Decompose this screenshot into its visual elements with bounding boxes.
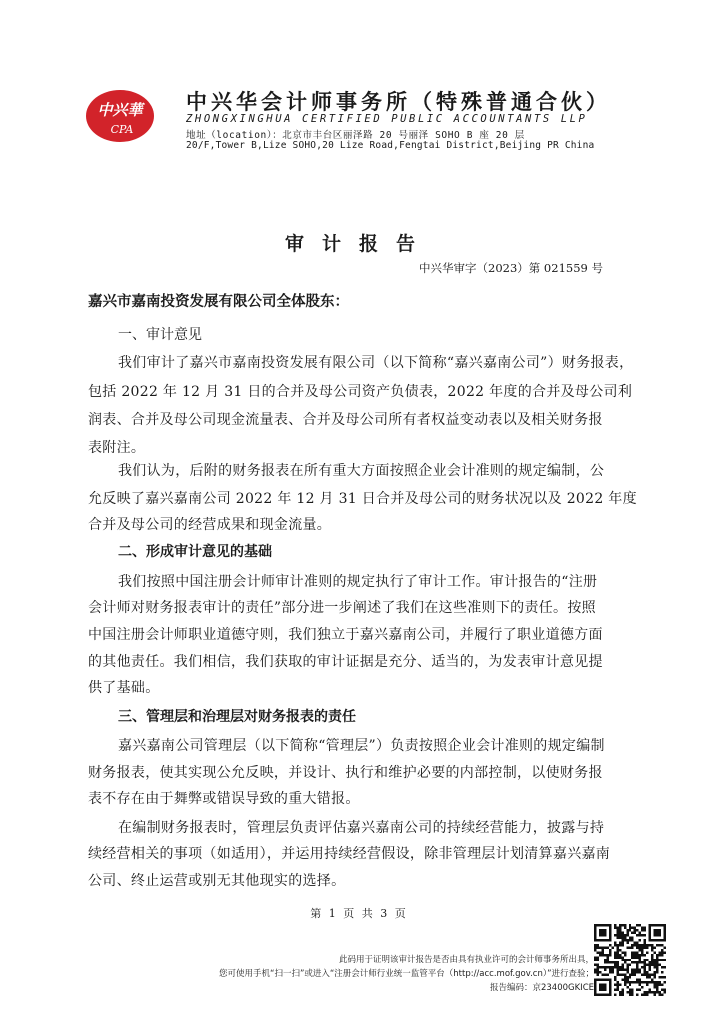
paragraph-line: 表附注。 (88, 440, 146, 456)
paragraph-line: 我们审计了嘉兴市嘉南投资发展有限公司（以下简称“嘉兴嘉南公司”）财务报表， (118, 355, 634, 371)
verification-qr-code[interactable] (594, 924, 666, 996)
paragraph-line: 表不存在由于舞弊或错误导致的重大错报。 (88, 791, 360, 807)
page-number: 第 1 页 共 3 页 (310, 907, 408, 920)
report-reference-number: 中兴华审字（2023）第 021559 号 (419, 261, 603, 275)
address-cn: 地址（location）：北京市丰台区丽泽路 20 号丽泽 SOHO B 座 20 层 (186, 130, 525, 141)
address-en: 20/F,Tower B,Lize SOHO,20 Lize Road,Fengtai District,Beijing PR China (186, 140, 595, 151)
paragraph-line: 供了基础。 (88, 680, 160, 696)
paragraph-line: 的其他责任。我们相信，我们获取的审计证据是充分、适当的，为发表审计意见提 (88, 654, 603, 670)
salutation: 嘉兴市嘉南投资发展有限公司全体股东： (88, 293, 349, 310)
paragraph-line: 公司、终止运营或别无其他现实的选择。 (88, 873, 346, 889)
paragraph-line: 我们按照中国注册会计师审计准则的规定执行了审计工作。审计报告的“注册 (118, 574, 598, 590)
paragraph-line: 嘉兴嘉南公司管理层（以下简称“管理层”）负责按照企业会计准则的规定编制 (118, 738, 605, 754)
section-2-heading: 二、形成审计意见的基础 (118, 544, 272, 560)
verification-note: 此码用于证明该审计报告是否由具有执业许可的会计师事务所出具， (338, 955, 594, 965)
firm-name-cn: 中兴华会计师事务所（特殊普通合伙） (186, 90, 611, 114)
section-3-heading: 三、管理层和治理层对财务报表的责任 (118, 709, 356, 725)
logo-text-en: CPA (110, 123, 134, 136)
report-code: 报告编码：京23400GKICE (489, 983, 594, 993)
paragraph-line: 包括 2022 年 12 月 31 日的合并及母公司资产负债表，2022 年度的合并及母公司利 (88, 384, 633, 400)
paragraph-line: 续经营相关的事项（如适用），并运用持续经营假设，除非管理层计划清算嘉兴嘉南 (88, 846, 611, 862)
verification-note: 您可使用手机“扫一扫”或进入“注册会计师行业统一监管平台（http://acc.mof.gov.cn）”进行查验； (219, 969, 594, 979)
firm-name-en: ZHONGXINGHUA CERTIFIED PUBLIC ACCOUNTANTS LLP (186, 113, 588, 125)
paragraph-line: 润表、合并及母公司现金流量表、合并及母公司所有者权益变动表以及相关财务报 (88, 412, 603, 428)
paragraph-line: 中国注册会计师职业道德守则，我们独立于嘉兴嘉南公司，并履行了职业道德方面 (88, 627, 603, 643)
paragraph-line: 合并及母公司的经营成果和现金流量。 (88, 517, 332, 533)
cpa-logo (84, 88, 156, 144)
paragraph-line: 允反映了嘉兴嘉南公司 2022 年 12 月 31 日合并及母公司的财务状况以及 2022 年度 (88, 491, 637, 507)
report-title: 审计报告 (284, 233, 433, 255)
paragraph-line: 我们认为，后附的财务报表在所有重大方面按照企业会计准则的规定编制，公 (118, 463, 605, 479)
paragraph-line: 会计师对财务报表审计的责任”部分进一步阐述了我们在这些准则下的责任。按照 (88, 600, 596, 616)
paragraph-line: 财务报表，使其实现公允反映，并设计、执行和维护必要的内部控制，以使财务报 (88, 765, 603, 781)
paragraph-line: 在编制财务报表时，管理层负责评估嘉兴嘉南公司的持续经营能力，披露与持 (118, 820, 605, 836)
logo-text-cn: 中兴華 (97, 101, 143, 119)
section-1-heading: 一、审计意见 (118, 327, 202, 343)
